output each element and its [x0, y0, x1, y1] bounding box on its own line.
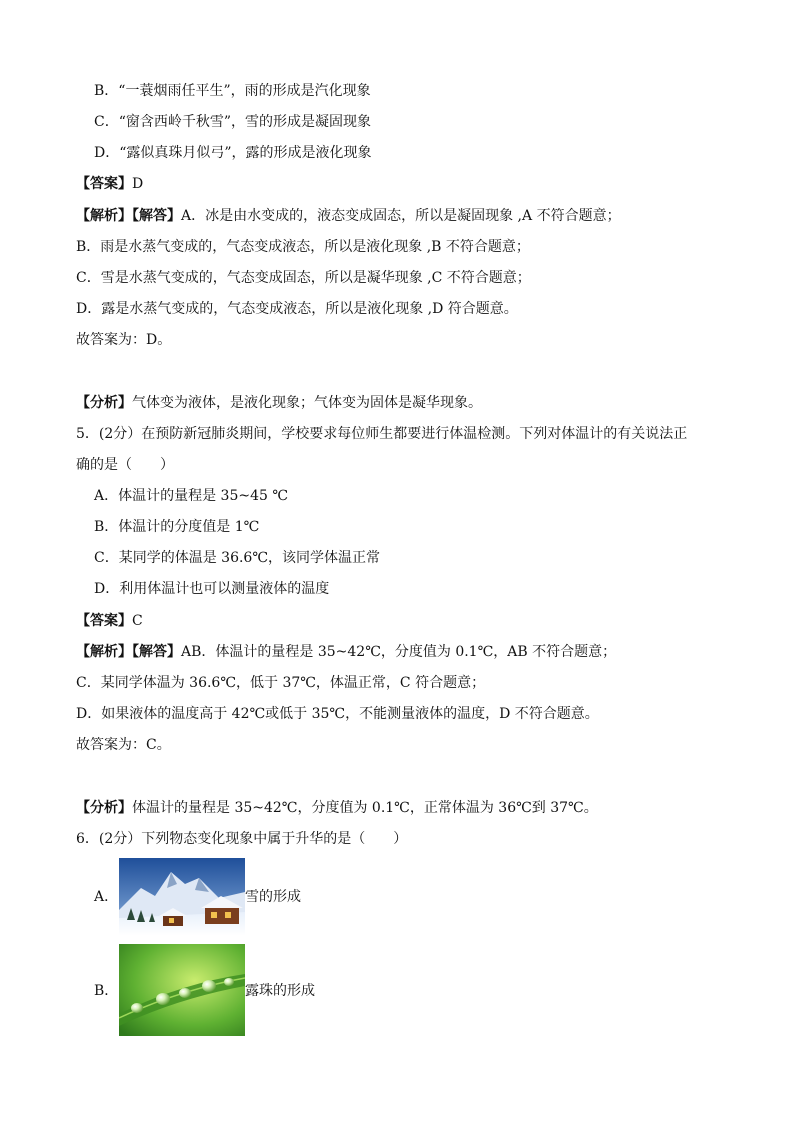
q5-stem-line1: 5．(2分）在预防新冠肺炎期间，学校要求每位师生都要进行体温检测。下列对体温计的有关说法正 — [76, 426, 688, 442]
solution-tag: 【解答】 — [132, 208, 181, 224]
q4-analysis-line4: D．露是水蒸气变成的，气态变成液态，所以是液化现象 ,D 符合题意。 — [76, 301, 518, 317]
snow-cabin-image — [119, 858, 245, 936]
fenxi-tag: 【分析】 — [76, 800, 132, 816]
analysis-tag: 【解析】 — [76, 208, 132, 224]
q5-option-a: A．体温计的量程是 35~45 ℃ — [94, 488, 289, 504]
q4-option-c: C．“窗含西岭千秋雪”，雪的形成是凝固现象 — [94, 114, 372, 130]
q6-option-a-text: 雪的形成 — [245, 889, 301, 905]
q4-analysis-line1 — [76, 206, 621, 226]
q6-stem: 6．(2分）下列物态变化现象中属于升华的是（ ） — [76, 831, 408, 847]
analysis-text: A．冰是由水变成的，液态变成固态，所以是凝固现象 ,A 不符合题意； — [181, 208, 621, 224]
fenxi-text: 气体变为液体，是液化现象；气体变为固体是凝华现象。 — [132, 395, 482, 411]
q5-analysis-line1 — [76, 642, 616, 662]
q5-option-d: D．利用体温计也可以测量液体的温度 — [94, 581, 330, 597]
q6-option-a-letter: A． — [94, 889, 119, 905]
q4-fenxi — [76, 393, 482, 413]
answer-value: D — [132, 176, 144, 192]
q4-answer — [76, 174, 143, 194]
q5-analysis-line2: C．某同学体温为 36.6℃，低于 37℃，体温正常，C 符合题意； — [76, 675, 486, 691]
solution-tag: 【解答】 — [132, 644, 181, 660]
q4-option-d: D．“露似真珠月似弓”，露的形成是液化现象 — [94, 145, 372, 161]
fenxi-text: 体温计的量程是 35~42℃，分度值为 0.1℃，正常体温为 36℃到 37℃。 — [132, 800, 598, 816]
q4-analysis-line3: C．雪是水蒸气变成的，气态变成固态，所以是凝华现象 ,C 不符合题意； — [76, 270, 531, 286]
q5-analysis-line3: D．如果液体的温度高于 42℃或低于 35℃，不能测量液体的温度，D 不符合题意。 — [76, 706, 599, 722]
q5-option-b: B．体温计的分度值是 1℃ — [94, 519, 260, 535]
q5-stem-line2: 确的是（ ） — [76, 457, 174, 473]
q5-option-c: C．某同学的体温是 36.6℃，该同学体温正常 — [94, 550, 380, 566]
q6-option-b-text: 露珠的形成 — [245, 983, 315, 999]
q5-fenxi — [76, 798, 598, 818]
analysis-text: AB．体温计的量程是 35~42℃，分度值为 0.1℃，AB 不符合题意； — [181, 644, 617, 660]
answer-tag: 【答案】 — [76, 176, 132, 192]
q5-answer — [76, 611, 143, 631]
q6-option-b-letter: B． — [94, 983, 119, 999]
fenxi-tag: 【分析】 — [76, 395, 132, 411]
q4-analysis-line2: B．雨是水蒸气变成的，气态变成液态，所以是液化现象 ,B 不符合题意； — [76, 239, 530, 255]
q5-conclusion: 故答案为：C。 — [76, 737, 171, 753]
analysis-tag: 【解析】 — [76, 644, 132, 660]
q4-option-b: B．“一蓑烟雨任平生”，雨的形成是汽化现象 — [94, 83, 371, 99]
answer-value: C — [132, 613, 143, 629]
answer-tag: 【答案】 — [76, 613, 132, 629]
q4-conclusion: 故答案为：D。 — [76, 332, 172, 348]
dew-drops-image — [119, 944, 245, 1036]
